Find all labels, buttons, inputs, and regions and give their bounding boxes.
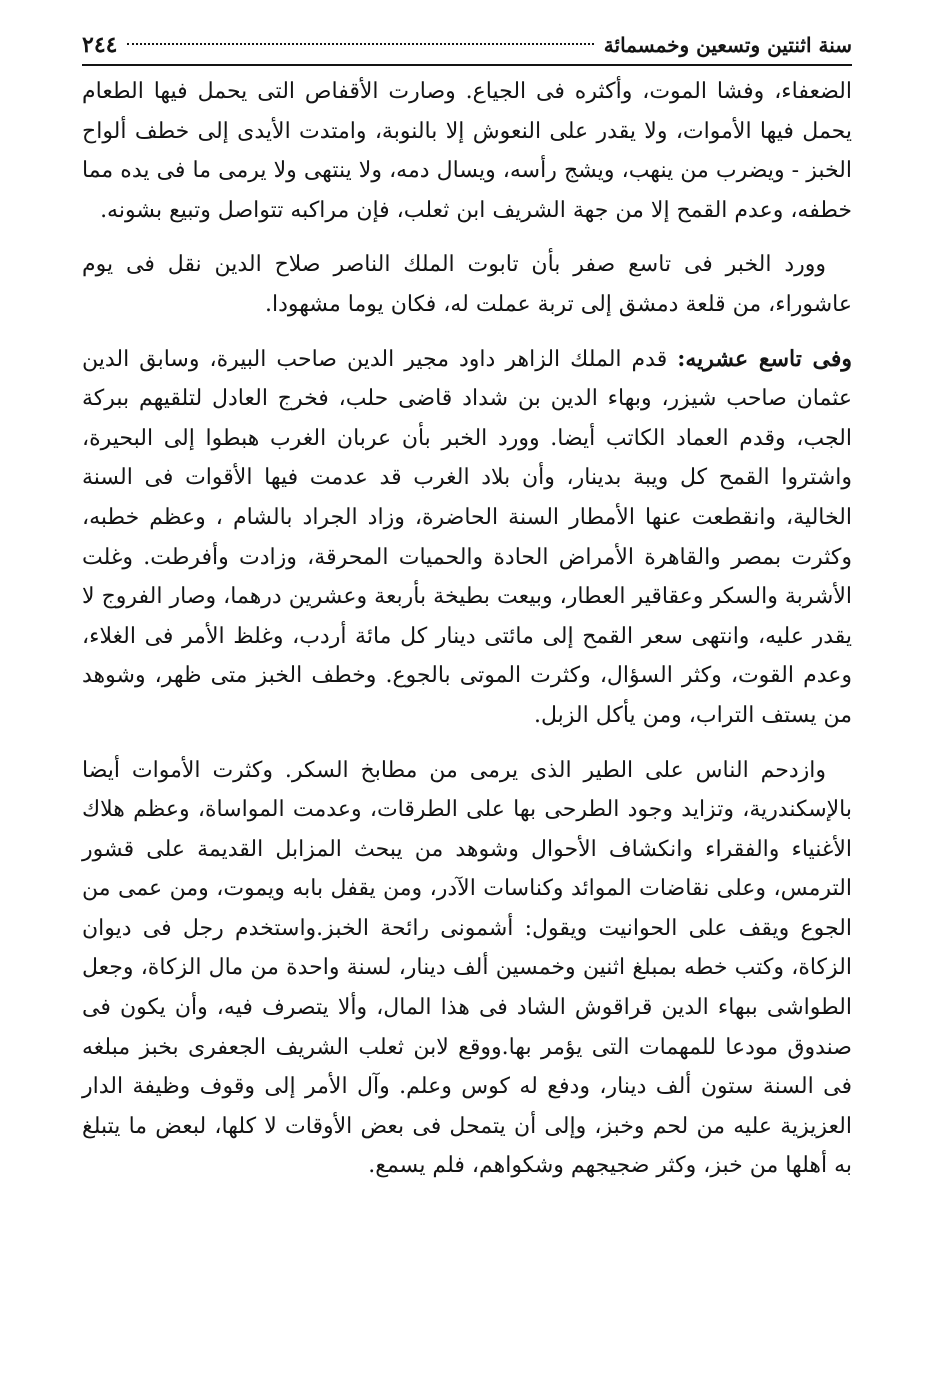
paragraph-3 <box>82 340 852 736</box>
paragraph-4-text: وازدحم الناس على الطير الذى يرمى من مطابخ السكر. وكثرت الأموات أيضا بالإسكندرية، وتزايد وجود الطرحى بها على الطرقات، وعدمت المواساة، وعظم هلاك الأغنياء والفقراء وانكشاف الأحوال وشوهد من يبحث المزابل القديمة على قشور الترمس، وعلى نقاضات الموائد وكناسات الآدر، ومن يقفل بابه ويموت، ومن عمى من الجوع ويقف على الحوانيت ويقول: أشمونى رائحة الخبز.واستخدم رجل فى ديوان الزكاة، وكتب خطه بمبلغ اثنين وخمسين ألف دينار، لسنة واحدة من مال الزكاة، وجعل الطواشى ببهاء الدين قراقوش الشاد فى هذا المال، وألا يتصرف فيه، وأن يكون فى صندوق مودعا للمهمات التى يؤمر بها.ووقع لابن ثعلب الشريف الجعفرى بخبز مبلغه فى السنة ستون ألف دينار، ودفع له كوس وعلم. وآل الأمر إلى وقوف وظيفة الدار العزيزية عليه من لحم وخبز، وإلى أن يتمحل فى بعض الأوقات لا كلها، لبعض ما يتبلغ به أهلها من خبز، وكثر ضجيجهم وشكواهم، فلم يسمع. <box>82 757 852 1179</box>
paragraph-1 <box>82 72 852 230</box>
running-header <box>82 30 852 66</box>
book-page <box>82 30 852 1186</box>
running-header-title: سنة اثنتين وتسعين وخمسمائة <box>603 33 852 57</box>
paragraph-3-lead: وفى تاسع عشريه: <box>677 345 852 372</box>
paragraph-2-text: وورد الخبر فى تاسع صفر بأن تابوت الملك الناصر صلاح الدين نقل فى يوم عاشوراء، من قلعة دمشق إلى تربة عملت له، فكان يوما مشهودا. <box>82 252 852 317</box>
paragraph-3-text: قدم الملك الزاهر داود مجير الدين صاحب البيرة، وسابق الدين عثمان صاحب شيزر، وبهاء الدين بن شداد قاضى حلب، فخرج العادل لتلقيهم ببركة الجب، وقدم العماد الكاتب أيضا. وورد الخبر بأن عربان الغرب هبطوا إلى البحيرة، واشتروا القمح كل ويبة بدينار، وأن بلاد الغرب قد عدمت فيها الأقوات فى السنة الخالية، وانقطعت عنها الأمطار السنة الحاضرة، وزاد الجراد بالشام ، وعظم خطبه، وكثرت بمصر والقاهرة الأمراض الحادة والحميات المحرقة، وزادت وأفرطت. وغلت الأشربة والسكر وعقاقير العطار، وبيعت بطيخة بأربعة وعشرين درهما، وصار الفروج لا يقدر عليه، وانتهى سعر القمح إلى مائتى دينار كل مائة أردب، وغلظ الأمر فى الغلاء، وعدم القوت، وكثر السؤال، وكثرت الموتى بالجوع. وخطف الخبز متى ظهر، وشوهد من يستف التراب، ومن يأكل الزبل. <box>82 346 852 728</box>
body-text <box>82 72 852 1186</box>
paragraph-2 <box>82 245 852 324</box>
paragraph-4 <box>82 751 852 1187</box>
header-dot-leader <box>127 43 593 45</box>
paragraph-1-text: الضعفاء، وفشا الموت، وأكثره فى الجياع. وصارت الأقفاص التى يحمل فيها الطعام يحمل فيها الأموات، ولا يقدر على النعوش إلا بالنوبة، وامتدت الأيدى إلى خطف ألواح الخبز - ويضرب من ينهب، ويشج رأسه، ويسال دمه، ولا ينتهى ولا يرمى ما فى يده مما خطفه، وعدم القمح إلا من جهة الشريف ابن ثعلب، فإن مراكبه تتواصل وتبيع بشونه. <box>82 79 852 223</box>
page-number: ٢٤٤ <box>82 32 118 58</box>
